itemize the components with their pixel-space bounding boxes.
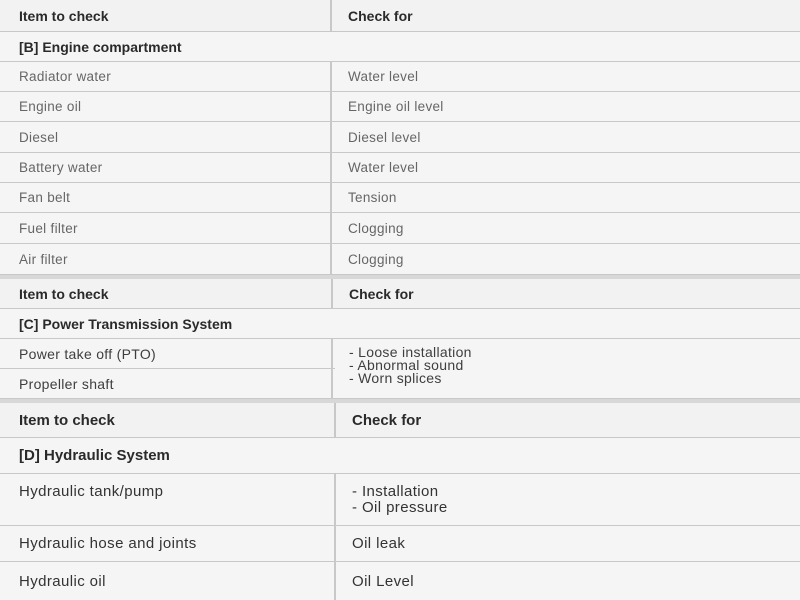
- item-cell: Hydraulic tank/pump: [19, 483, 164, 500]
- table-row: [0, 526, 800, 562]
- item-cell: Hydraulic oil: [19, 572, 106, 590]
- check-cell: Oil Level: [334, 562, 800, 600]
- item-cell: Battery water: [19, 160, 103, 175]
- check-cell: [334, 474, 800, 525]
- section-title: [D] Hydraulic System: [19, 447, 170, 464]
- item-cell: Power take off (PTO): [0, 339, 333, 368]
- column-header-check: Check for: [331, 279, 800, 308]
- column-header-check: Check for: [330, 0, 800, 31]
- item-cell: Engine oil: [19, 99, 82, 114]
- table-row: [0, 474, 800, 526]
- check-cell: Clogging: [330, 244, 800, 274]
- check-line: - Worn splices: [349, 370, 442, 386]
- section-title-row: [0, 438, 800, 474]
- section-title: [C] Power Transmission System: [19, 315, 233, 332]
- item-cell: Hydraulic hose and joints: [19, 535, 197, 552]
- item-cell: Fuel filter: [19, 220, 78, 236]
- column-header-item: Item to check: [19, 411, 115, 429]
- column-header-check: Check for: [334, 403, 800, 437]
- check-cell: Water level: [330, 62, 800, 91]
- table-row: [0, 213, 800, 244]
- section-title-row: [0, 309, 800, 339]
- table-row: [0, 244, 800, 275]
- check-cell: Water level: [330, 153, 800, 182]
- item-cell: Fan belt: [19, 190, 71, 205]
- section-title-row: [0, 32, 800, 62]
- table-row: [0, 122, 800, 153]
- column-header-item: Item to check: [19, 285, 109, 302]
- table-row: [0, 92, 800, 122]
- check-line: - Installation: [352, 483, 439, 500]
- check-cell: Clogging: [330, 213, 800, 243]
- check-line: - Abnormal sound: [349, 357, 464, 373]
- check-cell: Oil leak: [334, 526, 800, 561]
- item-cell: Propeller shaft: [0, 369, 333, 398]
- column-header-item: Item to check: [19, 7, 109, 24]
- item-cell: Radiator water: [19, 69, 111, 84]
- table-row: [0, 153, 800, 183]
- table-row: [0, 183, 800, 213]
- table-row: [0, 562, 800, 600]
- check-cell: Engine oil level: [330, 92, 800, 121]
- table-header-row: [0, 279, 800, 309]
- table-header-row: [0, 0, 800, 32]
- item-cell: Air filter: [19, 251, 68, 267]
- item-cell: Diesel: [19, 129, 59, 145]
- table-row: [0, 62, 800, 92]
- section-title: [B] Engine compartment: [19, 38, 182, 55]
- check-line: - Loose installation: [349, 344, 472, 360]
- check-cell: Tension: [330, 183, 800, 212]
- table-header-row: [0, 403, 800, 438]
- check-line: - Oil pressure: [352, 499, 448, 516]
- check-cell: Diesel level: [330, 122, 800, 152]
- shared-check-cell: [335, 339, 800, 399]
